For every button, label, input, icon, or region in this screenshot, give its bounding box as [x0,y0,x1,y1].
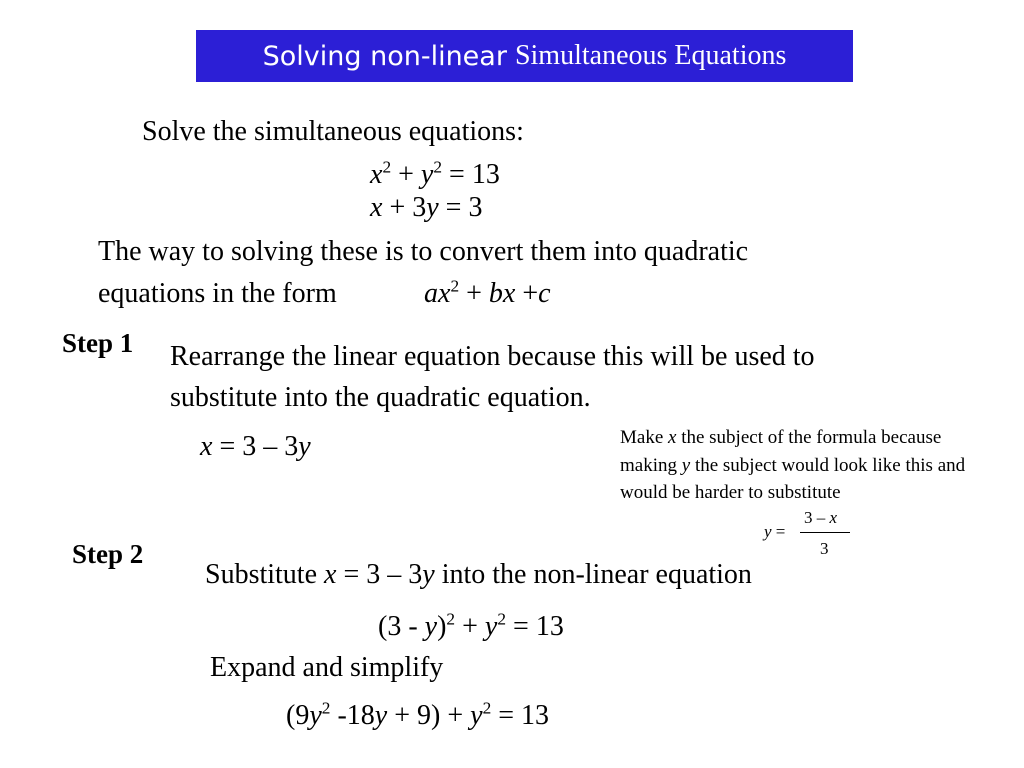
form-bx: bx [488,278,516,309]
step-1-text-line-2: substitute into the quadratic equation. [170,382,591,413]
s2eq2-y2: y [374,700,388,731]
expand-label: Expand and simplify [210,652,444,683]
s2eq2-p1: (9 [286,700,310,731]
fraction-lhs-y: y [764,522,772,541]
eq2-y: y [426,192,439,223]
s2eq1-y: y [424,611,438,642]
note-p3: the subject would look like this and would be harder to substitute [620,454,966,503]
fraction-denominator: 3 [820,539,829,558]
s2eq1-rest: = 13 [506,611,564,642]
fraction-lhs [764,522,785,542]
step-1-equation [200,431,311,463]
form-ax: ax [424,278,451,309]
fraction-lhs-eq: = [771,522,786,541]
step2-text-x: x [324,559,337,590]
form-sup: 2 [450,276,460,296]
form-plus: + [459,278,489,309]
form-plus-2: + [515,278,539,309]
quadratic-form [424,278,551,310]
s2eq2-y: y [309,700,322,731]
step-2-label: Step 2 [72,539,144,569]
step-2-equation-2 [286,700,549,732]
eq1-plus: + [391,159,421,190]
eq2-x: x [370,192,383,223]
step2-text-p2: = 3 – 3 [336,559,423,590]
s2eq1-plus: + [455,611,485,642]
s2eq1-sup2: 2 [497,609,507,629]
eq1-rest: = 13 [442,159,500,190]
method-line-1: The way to solving these is to convert them into quadratic [98,236,749,267]
eq1-x: x [370,159,383,190]
eq2-mid: + 3 [382,192,427,223]
form-c: c [538,278,551,309]
step-2-equation-1 [378,611,564,643]
s2eq1-sup1: 2 [446,609,456,629]
s2eq1-p2: ) [437,611,447,642]
s2eq2-p2: -18 [330,700,375,731]
eq2-rest: = 3 [438,192,483,223]
note-p1: Make [620,427,669,448]
fraction-formula [764,508,854,564]
fraction-numerator [804,508,837,528]
s2eq1-p1: (3 - [378,611,425,642]
step2-text-p1: Substitute [205,559,325,590]
intro-equation-1 [370,159,500,191]
s2eq2-y3: y [470,700,483,731]
s2eq2-p3: + 9) + [387,700,471,731]
step-1-text-line-1: Rearrange the linear equation because this will be used to [170,341,815,372]
step1-eq-mid: = 3 – 3 [212,431,299,462]
title-banner [196,30,853,82]
title-part-1: Solving non-linear [262,40,507,72]
s2eq2-rest: = 13 [491,700,550,731]
title-part-2: Simultaneous Equations [514,40,787,71]
s2eq2-sup2: 2 [482,698,492,718]
fraction-bar [800,532,850,533]
fraction-num-x: x [829,508,838,527]
intro-prompt: Solve the simultaneous equations: [142,116,524,147]
fraction-num-text: 3 – [804,508,830,527]
step2-text-y: y [422,559,435,590]
eq1-sup2: 2 [433,157,443,177]
note-p2: the subject of the formula because making [620,427,942,476]
eq1-sup1: 2 [382,157,392,177]
note-x: x [668,427,677,448]
step-1-label: Step 1 [62,328,134,358]
intro-equation-2 [370,192,482,224]
s2eq2-sup1: 2 [321,698,331,718]
s2eq1-y2: y [484,611,498,642]
method-line-2: equations in the form [98,278,337,309]
eq1-y: y [420,159,434,190]
step-2-text [205,559,752,591]
note-y: y [681,454,691,476]
step1-eq-x: x [200,431,213,462]
step2-text-p3: into the non-linear equation [434,559,752,590]
step1-eq-y: y [298,431,311,462]
side-note [620,424,980,507]
